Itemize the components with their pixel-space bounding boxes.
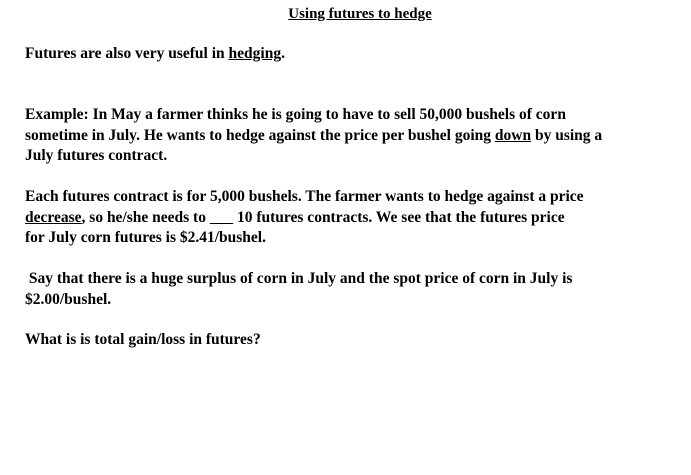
question-text: What is is total gain/loss in futures? <box>25 331 261 348</box>
contract-line-1: Each futures contract is for 5,000 bushels. The farmer wants to hedge against a price <box>25 188 584 205</box>
contract-line-2-text: , so he/she needs to <box>81 208 210 226</box>
surplus-line-1: Say that there is a huge surplus of corn in July and the spot price of corn in July is <box>25 270 573 287</box>
example-line-2 <box>25 126 685 147</box>
contract-paragraph <box>25 187 685 249</box>
down-term: down <box>494 126 532 144</box>
intro-line <box>25 44 685 65</box>
example-line-2-end: by using a <box>531 126 603 144</box>
question-paragraph <box>25 330 685 351</box>
hedging-term: hedging <box>228 45 282 62</box>
decrease-term: decrease <box>25 208 82 226</box>
contract-line-2 <box>25 208 685 229</box>
example-paragraph <box>25 105 685 167</box>
fill-in-blank <box>210 209 233 226</box>
example-line-1: Example: In May a farmer thinks he is going to have to sell 50,000 bushels of corn <box>25 106 566 123</box>
intro-text: Futures are also very useful in <box>25 45 229 62</box>
surplus-paragraph <box>25 269 685 310</box>
example-line-2-text: sometime in July. He wants to hedge against the price per bushel going <box>25 126 495 144</box>
surplus-line-2: $2.00/bushel. <box>25 290 112 308</box>
contract-line-3: for July corn futures is $2.41/bushel. <box>25 229 266 246</box>
intro-paragraph <box>25 44 685 65</box>
example-line-3: July futures contract. <box>25 147 168 164</box>
contract-line-2-end: 10 futures contracts. We see that the futures price <box>233 208 565 226</box>
page-title: Using futures to hedge <box>288 6 432 22</box>
intro-period: . <box>281 45 285 62</box>
